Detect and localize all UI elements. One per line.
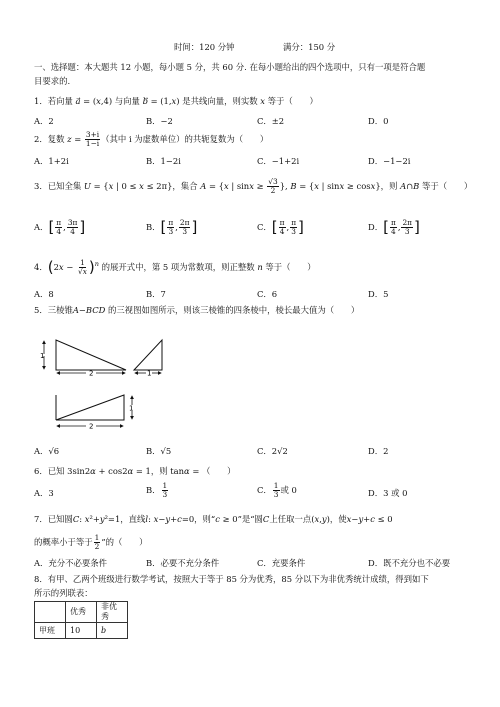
question-4: 4．(2x − $\frac{1}{√x}$ )$^n$ 的展开式中，第 5 项为常数项，则正整数 n 等于（ ） [34, 258, 316, 276]
q5-option-a[interactable]: A．√6 [34, 446, 60, 456]
table-row [35, 623, 128, 639]
q6-option-d[interactable]: D．3 或 0 [368, 488, 408, 498]
question-5: 5．三棱锥A−BCD 的三视图如图所示，则该三棱锥的四条棱中，棱长最大值为（ ） [34, 305, 360, 315]
contingency-table [34, 601, 128, 639]
q3-option-b[interactable]: B．[ $\frac{\pi}{3}$ , $\frac{2\pi}{3}$ ] [146, 218, 198, 236]
q2-option-c[interactable]: C．−1+2i [257, 156, 300, 166]
q1-option-c[interactable]: C．±2 [257, 116, 285, 126]
top-height-label: 1 [129, 404, 134, 413]
top-view [56, 395, 133, 431]
q4-option-d[interactable]: D．5 [368, 289, 389, 299]
three-view-diagram [34, 320, 224, 440]
question-7-cont: 的概率小于等于 $\frac{1}{2}$ ”的（ ） [34, 533, 148, 551]
top-width-label: 2 [89, 422, 94, 431]
q2-option-b[interactable]: B．1−2i [146, 156, 181, 166]
q7-option-c[interactable]: C．充要条件 [257, 558, 306, 568]
q7-option-b[interactable]: B．必要不充分条件 [146, 558, 220, 568]
side-width-label: 1 [147, 369, 152, 378]
side-view [134, 340, 162, 378]
q4-option-b[interactable]: B．7 [146, 289, 166, 299]
table-cell: b [97, 623, 128, 639]
table-row [35, 602, 128, 623]
table-header-excellent: 优秀 [66, 602, 97, 623]
exam-time: 时间：120 分钟 [174, 42, 235, 52]
table-header-non-excellent: 非优秀 [97, 602, 128, 623]
front-width-label: 2 [89, 369, 94, 378]
q4-option-c[interactable]: C．6 [257, 289, 278, 299]
question-7: 7．已知圆C: x²+y²=1，直线l: x−y+c=0，则“c ≥ 0”是“圆C上任取一点(x,y)，使x−y+c ≤ 0 [34, 514, 393, 524]
q6-option-c[interactable]: C． $\frac{1}{3}$ 或 0 [257, 481, 297, 499]
q5-option-d[interactable]: D．2 [368, 446, 389, 456]
question-1: 1．若向量 a = (x,4) 与向量 b = (1,x) 是共线向量，则实数 x 等于（ ） [34, 96, 318, 106]
table-cell-empty [35, 602, 66, 623]
q5-option-c[interactable]: C．2√2 [257, 446, 288, 456]
q5-option-b[interactable]: B．√5 [146, 446, 172, 456]
section-heading: 一、选择题：本大题共 12 小题，每小题 5 分，共 60 分. 在每小题给出的四个选项中，只有一项是符合题 [34, 62, 426, 72]
question-2: 2．复数 z = $\frac{3+i}{1-i}$ （其中 i 为虚数单位）的共轭复数为（ ） [34, 130, 269, 148]
exam-score: 满分：150 分 [283, 42, 336, 52]
q6-option-b[interactable]: B． $\frac{1}{3}$ [146, 481, 168, 499]
question-8: 8．有甲、乙两个班级进行数学考试，按照大于等于 85 分为优秀，85 分以下为非优秀统计成绩，得到如下 [34, 574, 429, 584]
front-height-label: 1 [40, 352, 45, 360]
q3-option-c[interactable]: C．[ $\frac{\pi}{4}$ , $\frac{\pi}{3}$ ] [257, 218, 304, 236]
q1-option-d[interactable]: D．0 [368, 116, 389, 126]
q1-option-a[interactable]: A．2 [34, 116, 54, 126]
section-heading-cont: 目要求的. [34, 76, 71, 86]
q6-option-a[interactable]: A．3 [34, 488, 54, 498]
question-3: 3．已知全集 U = {x | 0 ≤ x ≤ 2π}，集合 A = {x | sinx ≥ $\frac{√3}{2}$ }, B = {x | sinx ≥ cosx}，则 A∩B 等于（ ） [34, 177, 473, 195]
q2-option-a[interactable]: A．1+2i [34, 156, 69, 166]
table-cell: 10 [66, 623, 97, 639]
question-6: 6．已知 3sin2α + cos2α = 1，则 tanα = （ ） [34, 466, 236, 476]
q4-option-a[interactable]: A．8 [34, 289, 54, 299]
front-view [40, 340, 126, 378]
q1-option-b[interactable]: B．−2 [146, 116, 173, 126]
q3-option-d[interactable]: D．[ $\frac{\pi}{4}$ , $\frac{2\pi}{3}$ ] [368, 218, 420, 236]
table-row-label: 甲班 [35, 623, 66, 639]
q2-option-d[interactable]: D．−1−2i [368, 156, 411, 166]
q7-option-a[interactable]: A．充分不必要条件 [34, 558, 108, 568]
question-8-cont: 所示的列联表： [34, 588, 93, 598]
q3-option-a[interactable]: A．[ $\frac{\pi}{4}$ , $\frac{3\pi}{4}$ ] [34, 218, 86, 236]
q7-option-d[interactable]: D．既不充分也不必要 [368, 558, 451, 568]
